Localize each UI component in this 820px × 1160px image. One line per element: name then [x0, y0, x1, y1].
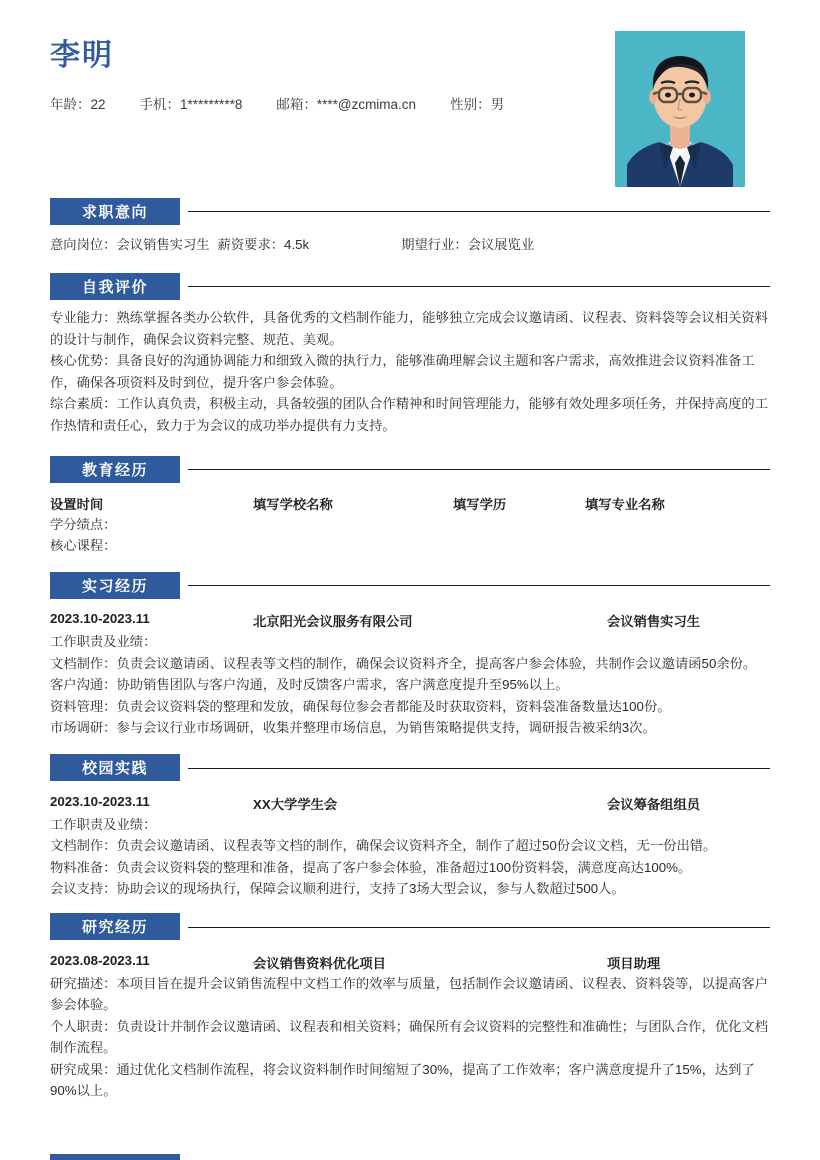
avatar — [615, 31, 745, 187]
section-rule — [188, 469, 770, 470]
intent-industry-label: 期望行业： — [401, 237, 468, 252]
self-evaluation-paragraph: 核心优势：具备良好的沟通协调能力和细致入微的执行力，能够准确理解会议主题和客户需求，高效推进会议资料准备工作，确保各项资料及时到位，提升客户参会体验。 — [50, 353, 755, 390]
campus-bullet: 文档制作：负责会议邀请函、议程表等文档的制作，确保会议资料齐全，制作了超过50份会议文档，无一份出错。 — [50, 838, 717, 853]
section-header-self-evaluation — [50, 271, 770, 301]
campus-body — [50, 807, 770, 900]
intent-salary-label: 薪资要求： — [217, 237, 285, 252]
research-role: 项目助理 — [607, 955, 661, 971]
internship-bullet: 文档制作：负责会议邀请函、议程表等文档的制作，确保会议资料齐全，提高客户参会体验，共制作会议邀请函50余份。 — [50, 655, 757, 671]
contact-age-label: 年龄： — [50, 97, 91, 112]
research-date: 2023.08-2023.11 — [50, 952, 150, 968]
section-header-research — [50, 912, 770, 942]
campus-organization: XX大学学生会 — [253, 796, 338, 812]
contact-phone — [140, 93, 243, 113]
section-tag-job-intent: 求职意向 — [50, 198, 180, 225]
section-tag-education: 教育经历 — [50, 456, 180, 483]
internship-date: 2023.10-2023.11 — [50, 611, 150, 626]
internship-bullet: 市场调研：参与会议行业市场调研，收集并整理市场信息，为销售策略提供支持，调研报告被采纳3次。 — [50, 720, 656, 735]
section-research — [0, 912, 820, 1102]
self-evaluation-body — [50, 301, 770, 436]
research-bullet: 研究成果：通过优化文档制作流程，将会议资料制作时间缩短了30%，提高了工作效率；客户满意度提升了15%，达到了90%以上。 — [50, 1061, 755, 1098]
internship-bullet: 客户沟通：协助销售团队与客户沟通，及时反馈客户需求，客户满意度提升至95%以上。 — [50, 677, 569, 692]
section-header-campus-practice — [50, 753, 770, 783]
internship-entry-header — [50, 600, 770, 629]
spacer — [0, 436, 820, 454]
contact-phone-value: 1*********8 — [180, 97, 243, 112]
campus-intro: 工作职责及业绩： — [50, 816, 157, 832]
contact-age-value: 22 — [90, 97, 106, 112]
section-rule — [188, 211, 770, 212]
intent-salary-value: 4.5k — [284, 237, 310, 252]
internship-bullet: 资料管理：负责会议资料袋的整理和发放，确保每位参会者都能及时获取资料，资料袋准备数量达100份。 — [50, 698, 671, 714]
research-bullet: 个人职责：负责设计并制作会议邀请函、议程表和相关资料；确保所有会议资料的完整性和准确性；与团队合作，优化文档制作流程。 — [50, 1018, 769, 1055]
internship-company: 北京阳光会议服务有限公司 — [253, 614, 413, 629]
contact-age — [50, 93, 106, 113]
campus-date: 2023.10-2023.11 — [50, 793, 150, 809]
next-section-tag-truncated — [50, 1154, 180, 1160]
spacer — [0, 739, 820, 753]
section-rule — [188, 286, 770, 287]
contact-email-value: ****@zcmima.cn — [316, 97, 417, 112]
contact-gender-value: 男 — [490, 97, 505, 112]
research-project: 会议销售资料优化项目 — [253, 955, 386, 971]
internship-role: 会议销售实习生 — [607, 614, 701, 629]
intent-position-label: 意向岗位： — [50, 237, 117, 252]
section-job-intent — [0, 196, 820, 253]
education-col-school: 填写学校名称 — [253, 497, 333, 512]
intent-industry-value: 会议展览业 — [467, 237, 535, 252]
section-rule — [188, 585, 770, 586]
profile-photo-illustration — [615, 31, 745, 187]
section-rule — [188, 927, 770, 928]
section-tag-internship: 实习经历 — [50, 572, 180, 599]
section-internship — [0, 570, 820, 739]
contact-row — [50, 93, 504, 113]
education-courses-line: 核心课程： — [50, 538, 117, 553]
education-col-major: 填写专业名称 — [585, 497, 665, 512]
education-col-time: 设置时间 — [50, 497, 104, 512]
contact-gender-label: 性别： — [450, 97, 491, 112]
section-campus-practice — [0, 753, 820, 900]
contact-gender — [450, 93, 504, 113]
campus-role: 会议筹备组组员 — [607, 796, 701, 812]
campus-bullet: 物料准备：负责会议资料袋的整理和准备，提高了客户参会体验，准备超过100份资料袋，满意度高达100%。 — [50, 859, 692, 875]
spacer — [0, 556, 820, 570]
research-bullet: 研究描述：本项目旨在提升会议销售流程中文档工作的效率与质量，包括制作会议邀请函、议程表、资料袋等，以提高客户参会体验。 — [50, 975, 769, 1012]
research-body — [50, 966, 770, 1102]
intent-position — [50, 234, 210, 253]
education-detail-lines — [50, 506, 770, 556]
section-header-job-intent — [50, 196, 770, 226]
campus-entry-header — [50, 783, 770, 812]
self-evaluation-paragraph: 专业能力：熟练掌握各类办公软件，具备优秀的文档制作能力，能够独立完成会议邀请函、议程表、资料袋等会议相关资料的设计与制作，确保会议资料完整、规范、美观。 — [50, 310, 769, 347]
section-education — [0, 454, 820, 556]
section-tag-self-evaluation: 自我评价 — [50, 273, 180, 300]
intent-salary — [218, 234, 310, 253]
internship-intro: 工作职责及业绩： — [50, 634, 157, 649]
spacer — [0, 900, 820, 912]
education-column-headers — [50, 484, 770, 512]
intent-position-value: 会议销售实习生 — [116, 237, 210, 252]
section-rule — [188, 768, 770, 769]
section-tag-campus-practice: 校园实践 — [50, 754, 180, 781]
resume-header — [0, 0, 820, 196]
contact-email-label: 邮箱： — [276, 97, 317, 112]
section-tag-research: 研究经历 — [50, 913, 180, 940]
section-self-evaluation — [0, 271, 820, 436]
education-gpa-line: 学分绩点： — [50, 517, 117, 532]
page-title: 李明 — [50, 39, 114, 72]
research-entry-header — [50, 942, 770, 971]
section-header-education — [50, 454, 770, 484]
contact-phone-label: 手机： — [139, 97, 181, 112]
spacer — [0, 253, 820, 271]
section-header-internship — [50, 570, 770, 600]
self-evaluation-paragraph: 综合素质：工作认真负责，积极主动，具备较强的团队合作精神和时间管理能力，能够有效处理多项任务，并保持高度的工作热情和责任心，致力于为会议的成功举办提供有力支持。 — [50, 396, 769, 433]
intent-industry — [401, 234, 534, 253]
education-col-degree: 填写学历 — [453, 497, 507, 512]
job-intent-row — [50, 226, 770, 253]
internship-body — [50, 624, 770, 739]
campus-bullet: 会议支持：协助会议的现场执行，保障会议顺利进行，支持了3场大型会议，参与人数超过500人。 — [50, 881, 625, 896]
contact-email — [276, 93, 416, 113]
